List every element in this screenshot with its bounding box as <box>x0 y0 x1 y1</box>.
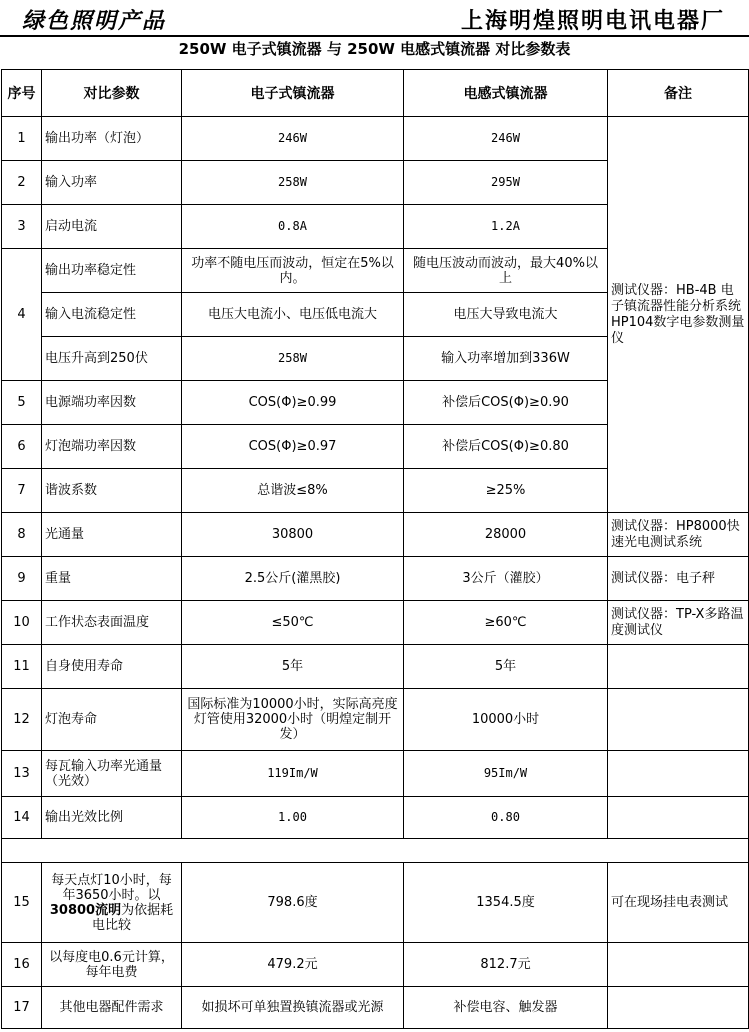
table-row <box>2 751 749 797</box>
row-inductive: 电压大导致电流大 <box>404 293 608 337</box>
row-electronic: 电压大电流小、电压低电流大 <box>182 293 404 337</box>
row-inductive: 812.7元 <box>404 943 608 987</box>
row-inductive: 246W <box>404 117 608 161</box>
table-header-row <box>2 70 749 117</box>
row-electronic: 2.5公斤(灌黑胶) <box>182 557 404 601</box>
row-no: 5 <box>2 381 42 425</box>
row-inductive: 1354.5度 <box>404 863 608 943</box>
row-electronic: 国际标准为10000小时，实际高亮度灯管使用32000小时（明煌定制开发） <box>182 689 404 751</box>
row-param: 灯泡寿命 <box>42 689 182 751</box>
row-remark-empty <box>608 645 749 689</box>
row-inductive: 295W <box>404 161 608 205</box>
col-header-param: 对比参数 <box>42 70 182 117</box>
row-no: 16 <box>2 943 42 987</box>
table-row <box>2 943 749 987</box>
table-row <box>2 797 749 839</box>
row-electronic: 798.6度 <box>182 863 404 943</box>
row-no: 7 <box>2 469 42 513</box>
row-no: 10 <box>2 601 42 645</box>
row-no: 15 <box>2 863 42 943</box>
row-electronic: 0.8A <box>182 205 404 249</box>
row-param: 输入功率 <box>42 161 182 205</box>
param-text-pre: 每天点灯10小时，每年3650小时。以 <box>51 872 172 903</box>
row-inductive: 补偿后COS(Φ)≥0.90 <box>404 381 608 425</box>
row-electronic: 258W <box>182 161 404 205</box>
row-no: 14 <box>2 797 42 839</box>
row-inductive: 28000 <box>404 513 608 557</box>
row-param <box>42 863 182 943</box>
row-no: 12 <box>2 689 42 751</box>
param-text-bold: 30800流明 <box>49 902 122 918</box>
row-param: 输出功率（灯泡） <box>42 117 182 161</box>
row-electronic: COS(Φ)≥0.99 <box>182 381 404 425</box>
company-name: 上海明煌照明电讯电器厂 <box>460 8 725 34</box>
row-param: 谐波系数 <box>42 469 182 513</box>
page-header <box>0 0 749 36</box>
col-header-no: 序号 <box>2 70 42 117</box>
row-inductive: 3公斤（灌胶） <box>404 557 608 601</box>
row-no: 13 <box>2 751 42 797</box>
comparison-table <box>1 69 749 1029</box>
row-param: 灯泡端功率因数 <box>42 425 182 469</box>
col-header-inductive: 电感式镇流器 <box>404 70 608 117</box>
row-param: 自身使用寿命 <box>42 645 182 689</box>
row-no: 8 <box>2 513 42 557</box>
table-row <box>2 689 749 751</box>
table-spacer-row <box>2 839 749 863</box>
row-param: 以每度电0.6元计算，每年电费 <box>42 943 182 987</box>
row-param: 重量 <box>42 557 182 601</box>
row-inductive: 随电压波动而波动，最大40%以上 <box>404 249 608 293</box>
row-remark: 测试仪器：电子秤 <box>608 557 749 601</box>
table-row <box>2 117 749 161</box>
row-electronic: 246W <box>182 117 404 161</box>
row-electronic: ≤50℃ <box>182 601 404 645</box>
row-inductive: ≥60℃ <box>404 601 608 645</box>
col-header-electronic: 电子式镇流器 <box>182 70 404 117</box>
row-no: 2 <box>2 161 42 205</box>
row-inductive: 补偿后COS(Φ)≥0.80 <box>404 425 608 469</box>
row-electronic: 30800 <box>182 513 404 557</box>
row-param: 电压升高到250伏 <box>42 337 182 381</box>
row-param: 输出功率稳定性 <box>42 249 182 293</box>
table-title: 250W 电子式镇流器 与 250W 电感式镇流器 对比参数表 <box>178 40 571 58</box>
col-header-remark: 备注 <box>608 70 749 117</box>
table-row <box>2 601 749 645</box>
row-remark-empty <box>608 943 749 987</box>
row-remark-empty <box>608 689 749 751</box>
row-param: 电源端功率因数 <box>42 381 182 425</box>
row-remark-empty <box>608 987 749 1029</box>
row-electronic: 119Im/W <box>182 751 404 797</box>
row-remark: 可在现场挂电表测试 <box>608 863 749 943</box>
remark-test-instruments: 测试仪器：HB-4B 电子镇流器性能分析系统HP104数字电参数测量仪 <box>608 117 749 513</box>
row-remark: 测试仪器：TP-X多路温度测试仪 <box>608 601 749 645</box>
row-inductive: 补偿电容、触发器 <box>404 987 608 1029</box>
row-remark-empty <box>608 751 749 797</box>
row-electronic: 5年 <box>182 645 404 689</box>
table-row <box>2 863 749 943</box>
row-electronic: 479.2元 <box>182 943 404 987</box>
row-inductive: 0.80 <box>404 797 608 839</box>
row-param: 输入电流稳定性 <box>42 293 182 337</box>
row-param: 每瓦输入功率光通量（光效） <box>42 751 182 797</box>
header-divider <box>0 35 749 37</box>
row-electronic: 258W <box>182 337 404 381</box>
row-inductive: ≥25% <box>404 469 608 513</box>
row-param: 输出光效比例 <box>42 797 182 839</box>
row-no: 11 <box>2 645 42 689</box>
row-param: 光通量 <box>42 513 182 557</box>
row-no: 1 <box>2 117 42 161</box>
row-electronic: 总谐波≤8% <box>182 469 404 513</box>
row-electronic: COS(Φ)≥0.97 <box>182 425 404 469</box>
row-no: 17 <box>2 987 42 1029</box>
row-param: 工作状态表面温度 <box>42 601 182 645</box>
row-electronic: 1.00 <box>182 797 404 839</box>
spacer-cell <box>2 839 749 863</box>
product-slogan: 绿色照明产品 <box>22 8 167 34</box>
row-remark-empty <box>608 797 749 839</box>
param-text-post: 为依据耗电比较 <box>91 902 174 933</box>
row-no: 9 <box>2 557 42 601</box>
table-row <box>2 645 749 689</box>
table-row <box>2 987 749 1029</box>
row-no: 3 <box>2 205 42 249</box>
row-inductive: 10000小时 <box>404 689 608 751</box>
row-remark: 测试仪器：HP8000快速光电测试系统 <box>608 513 749 557</box>
row-inductive: 输入功率增加到336W <box>404 337 608 381</box>
row-inductive: 95Im/W <box>404 751 608 797</box>
row-inductive: 1.2A <box>404 205 608 249</box>
row-no: 4 <box>2 249 42 381</box>
row-param: 其他电器配件需求 <box>42 987 182 1029</box>
row-electronic: 功率不随电压而波动，恒定在5%以内。 <box>182 249 404 293</box>
row-inductive: 5年 <box>404 645 608 689</box>
row-no: 6 <box>2 425 42 469</box>
table-row <box>2 513 749 557</box>
row-param: 启动电流 <box>42 205 182 249</box>
table-row <box>2 557 749 601</box>
row-electronic: 如损坏可单独置换镇流器或光源 <box>182 987 404 1029</box>
